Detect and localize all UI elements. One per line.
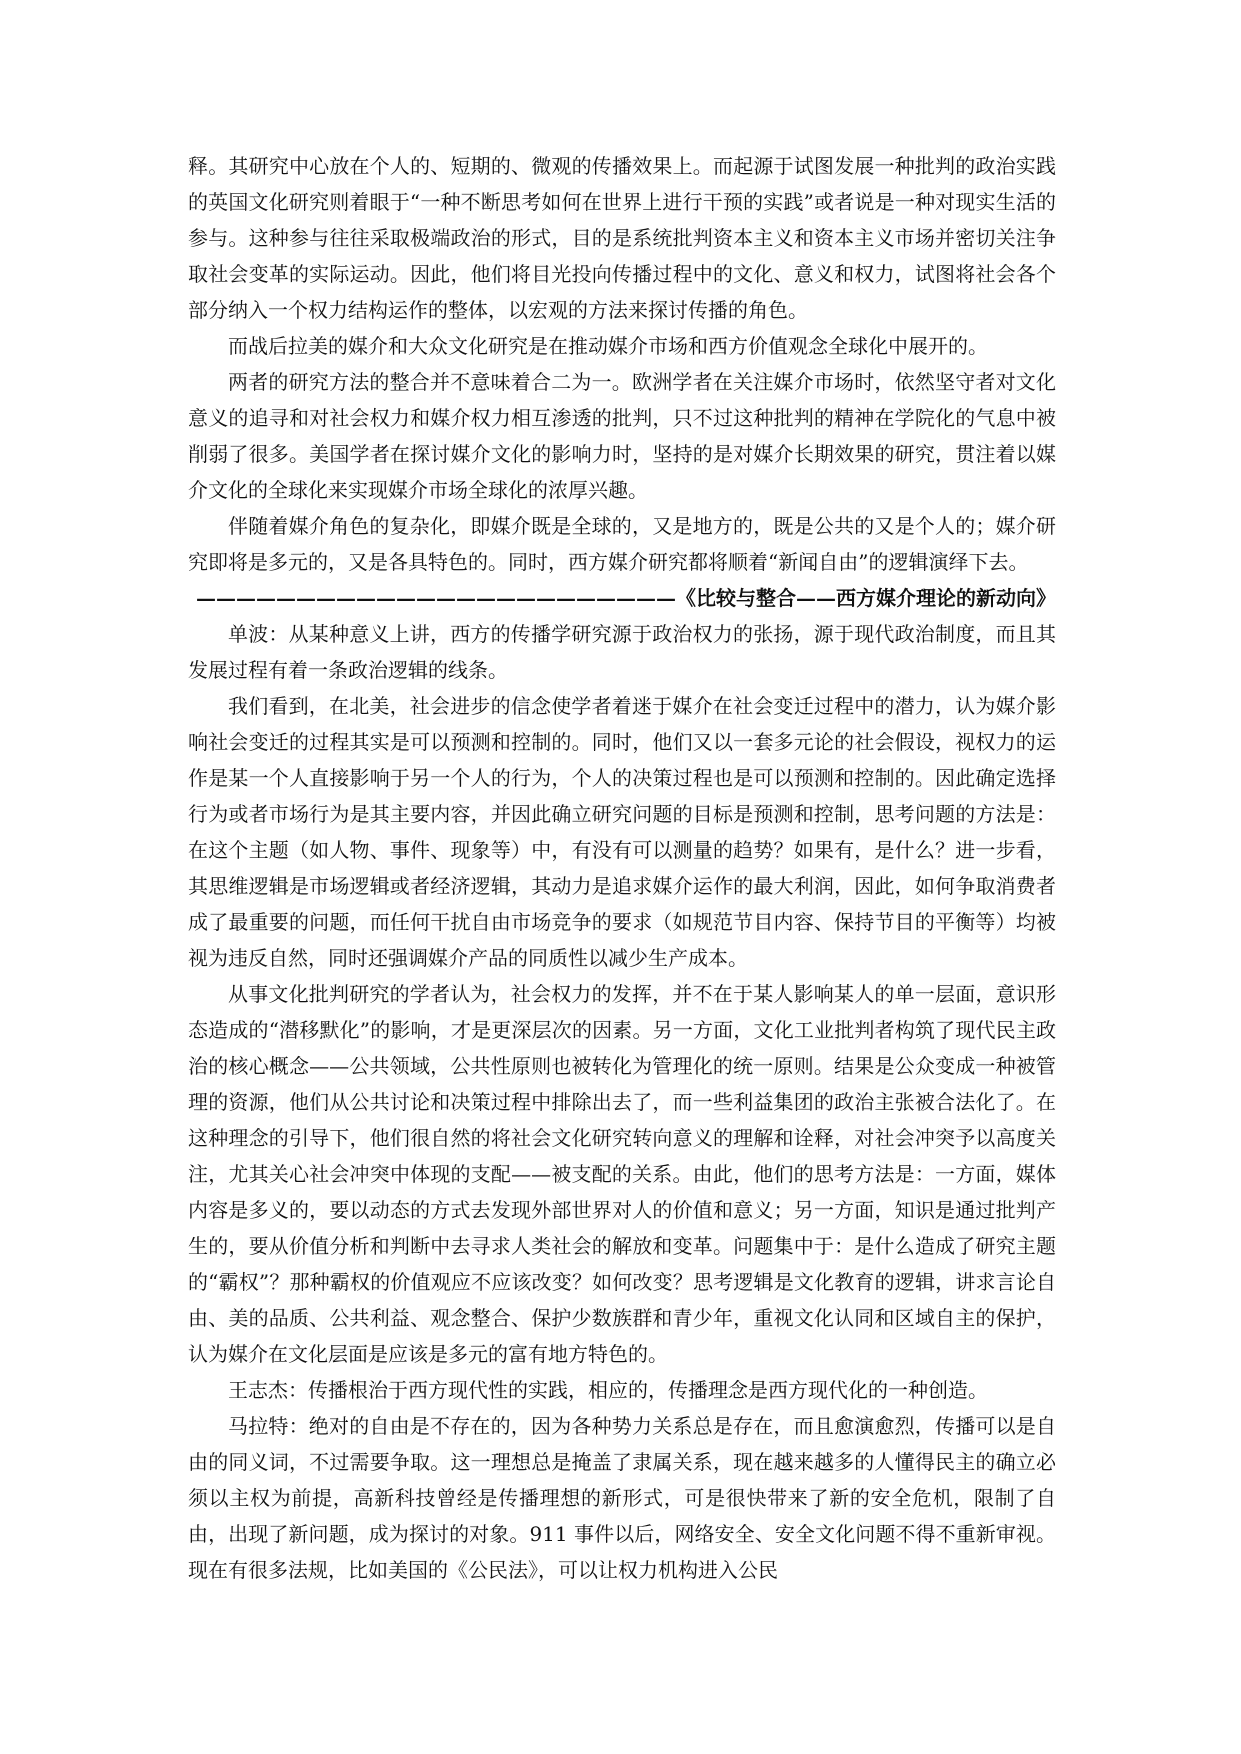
document-page <box>188 148 1056 1588</box>
source-citation: ————————————————————————《比较与整合——西方媒介理论的新动向》 <box>196 586 1056 610</box>
paragraph-media-role: 伴随着媒介角色的复杂化，即媒介既是全球的，又是地方的，既是公共的又是个人的；媒介研究即将是多元的，又是各具特色的。同时，西方媒介研究都将顺着“新闻自由”的逻辑演绎下去。 <box>188 514 1056 574</box>
paragraph-north-america: 我们看到，在北美，社会进步的信念使学者着迷于媒介在社会变迁过程中的潜力，认为媒介影响社会变迁的过程其实是可以预测和控制的。同时，他们又以一套多元论的社会假设，视权力的运作是某一个人直接影响于另一个人的行为，个人的决策过程也是可以预测和控制的。因此确定选择行为或者市场行为是其主要内容，并因此确立研究问题的目标是预测和控制，思考问题的方法是：在这个主题（如人物、事件、现象等）中，有没有可以测量的趋势？如果有，是什么？进一步看，其思维逻辑是市场逻辑或者经济逻辑，其动力是追求媒介运作的最大利润，因此，如何争取消费者成了最重要的问题，而任何干扰自由市场竞争的要求（如规范节目内容、保持节目的平衡等）均被视为违反自然，同时还强调媒介产品的同质性以减少生产成本。 <box>188 694 1056 970</box>
paragraph-integration: 两者的研究方法的整合并不意味着合二为一。欧洲学者在关注媒介市场时，依然坚守者对文化意义的追寻和对社会权力和媒介权力相互渗透的批判，只不过这种批判的精神在学院化的气息中被削弱了很多。美国学者在探讨媒介文化的影响力时，坚持的是对媒介长期效果的研究，贯注着以媒介文化的全球化来实现媒介市场全球化的浓厚兴趣。 <box>188 370 1056 502</box>
paragraph-continuation: 释。其研究中心放在个人的、短期的、微观的传播效果上。而起源于试图发展一种批判的政治实践的英国文化研究则着眼于“一种不断思考如何在世界上进行干预的实践”或者说是一种对现实生活的参与。这种参与往往采取极端政治的形式，目的是系统批判资本主义和资本主义市场并密切关注争取社会变革的实际运动。因此，他们将目光投向传播过程中的文化、意义和权力，试图将社会各个部分纳入一个权力结构运作的整体，以宏观的方法来探讨传播的角色。 <box>188 154 1056 322</box>
paragraph-cultural-critique: 从事文化批判研究的学者认为，社会权力的发挥，并不在于某人影响某人的单一层面，意识形态造成的“潜移默化”的影响，才是更深层次的因素。另一方面，文化工业批判者构筑了现代民主政治的核心概念——公共领域，公共性原则也被转化为管理化的统一原则。结果是公众变成一种被管理的资源，他们从公共讨论和决策过程中排除出去了，而一些利益集团的政治主张被合法化了。在这种理念的引导下，他们很自然的将社会文化研究转向意义的理解和诠释，对社会冲突予以高度关注，尤其关心社会冲突中体现的支配——被支配的关系。由此，他们的思考方法是：一方面，媒体内容是多义的，要以动态的方式去发现外部世界对人的价值和意义；另一方面，知识是通过批判产生的，要从价值分析和判断中去寻求人类社会的解放和变革。问题集中于：是什么造成了研究主题的“霸权”？那种霸权的价值观应不应该改变？如何改变？思考逻辑是文化教育的逻辑，讲求言论自由、美的品质、公共利益、观念整合、保护少数族群和青少年，重视文化认同和区域自主的保护，认为媒介在文化层面是应该是多元的富有地方特色的。 <box>188 982 1056 1366</box>
paragraph-shan-bo: 单波：从某种意义上讲，西方的传播学研究源于政治权力的张扬，源于现代政治制度，而且其发展过程有着一条政治逻辑的线条。 <box>188 622 1056 682</box>
paragraph-mattelart: 马拉特：绝对的自由是不存在的，因为各种势力关系总是存在，而且愈演愈烈，传播可以是自由的同义词，不过需要争取。这一理想总是掩盖了隶属关系，现在越来越多的人懂得民主的确立必须以主权为前提，高新科技曾经是传播理想的新形式，可是很快带来了新的安全危机，限制了自由，出现了新问题，成为探讨的对象。911 事件以后，网络安全、安全文化问题不得不重新审视。现在有很多法规，比如美国的《公民法》，可以让权力机构进入公民 <box>188 1414 1056 1582</box>
paragraph-latin-america: 而战后拉美的媒介和大众文化研究是在推动媒介市场和西方价值观念全球化中展开的。 <box>228 334 988 358</box>
paragraph-wang-zhijie: 王志杰：传播根治于西方现代性的实践，相应的，传播理念是西方现代化的一种创造。 <box>228 1378 988 1402</box>
